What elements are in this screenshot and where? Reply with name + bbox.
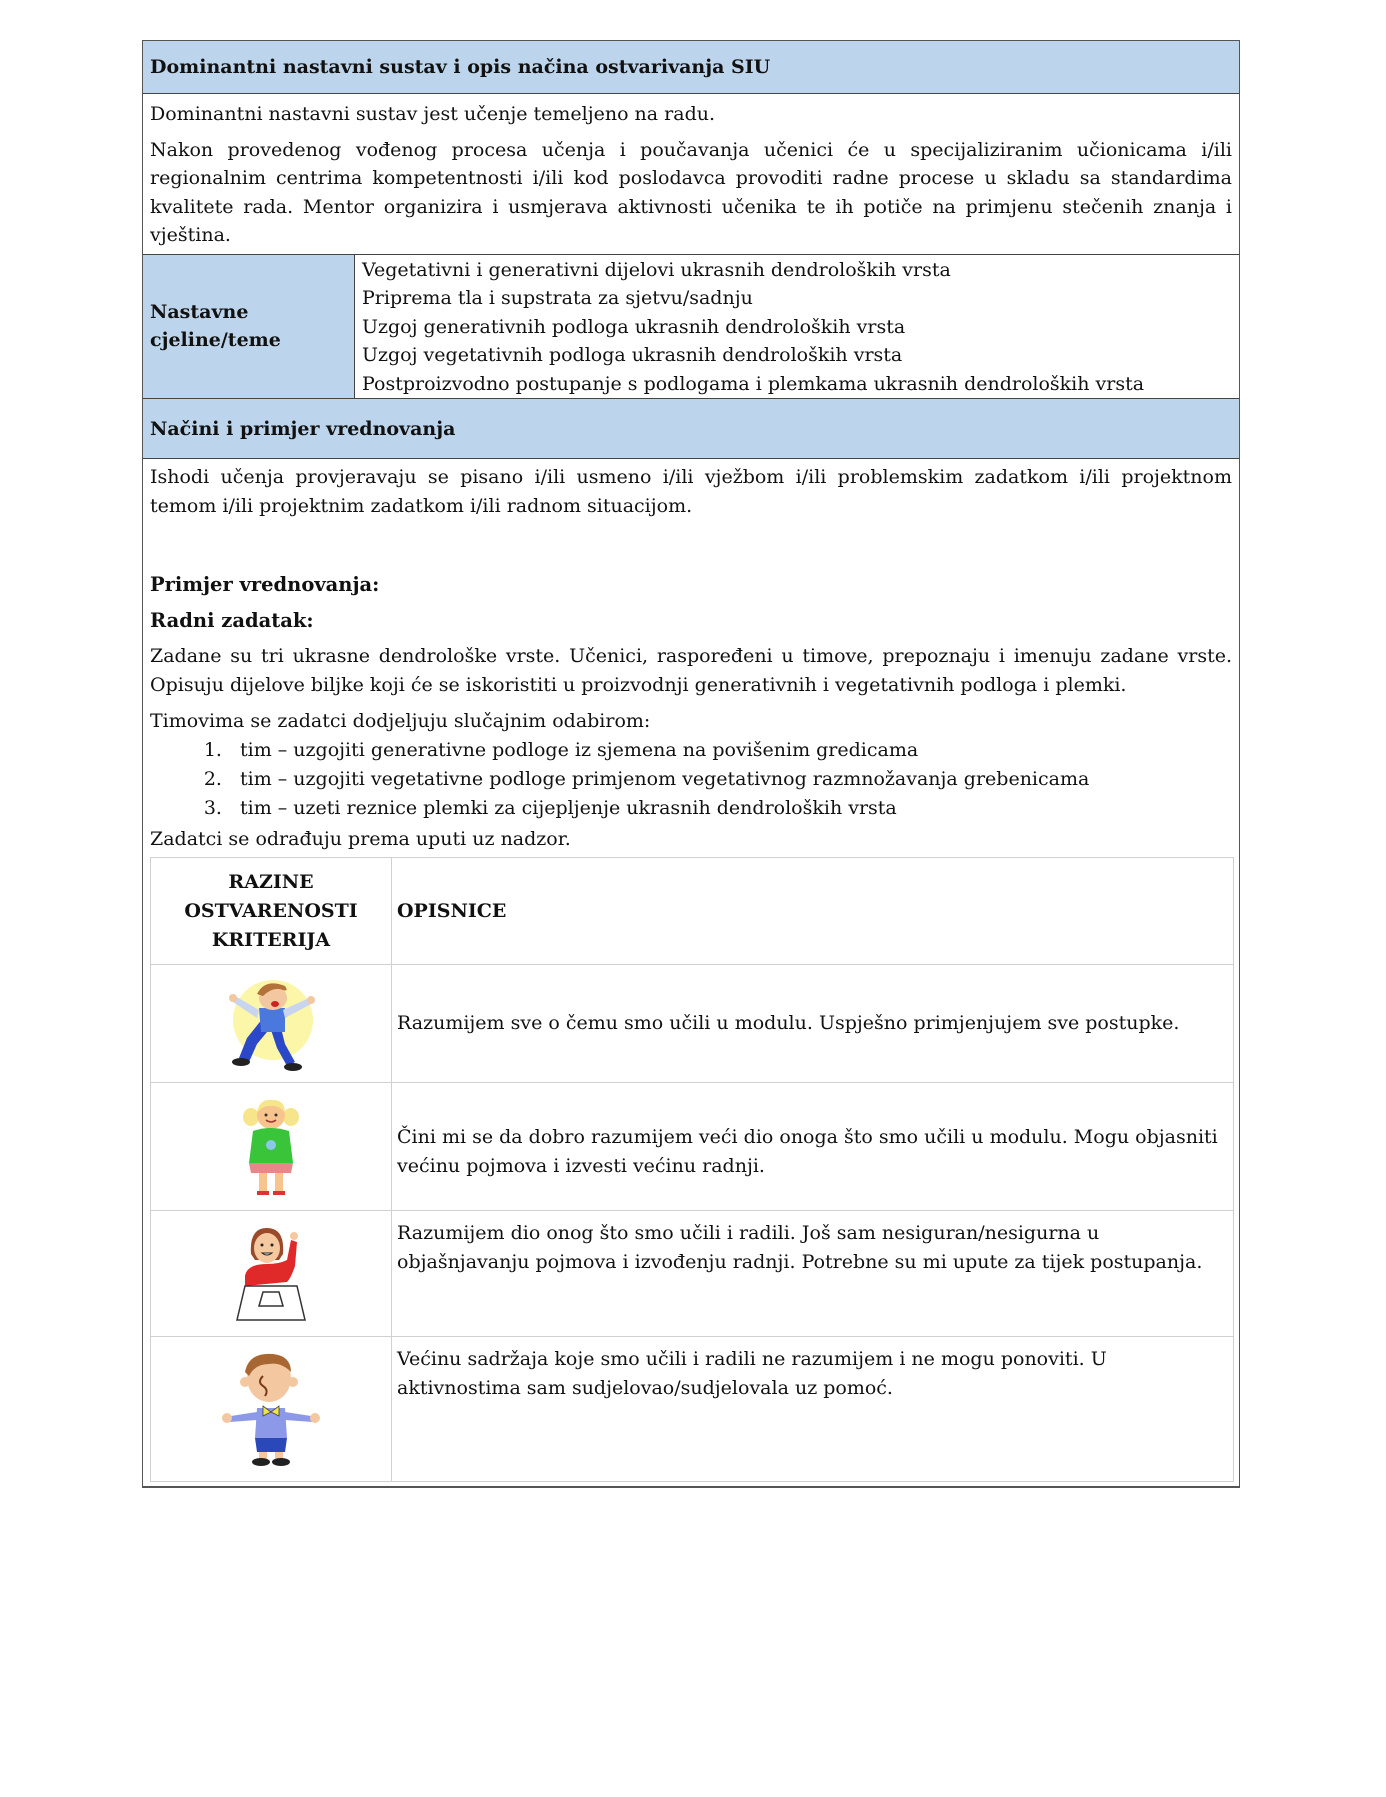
team-item: 3. tim – uzeti reznice plemki za cijepljenje ukrasnih dendroloških vrsta	[228, 794, 1232, 823]
rubric-row	[151, 1211, 1234, 1337]
evaluation-body	[143, 459, 1239, 1486]
descriptor-text: Čini mi se da dobro razumijem veći dio onoga što smo učili u modulu. Mogu objasniti većinu pojmova i izvesti većinu radnji.	[392, 1083, 1234, 1211]
descriptor-text: Razumijem sve o čemu smo učili u modulu. Uspješno primjenjujem sve postupke.	[392, 965, 1234, 1083]
rubric-row	[151, 1083, 1234, 1211]
topic-item: Uzgoj vegetativnih podloga ukrasnih dendroloških vrsta	[362, 344, 903, 367]
evaluation-intro: Ishodi učenja provjeravaju se pisano i/ili usmeno i/ili vježbom i/ili problemskim zadatkom i/ili projektnom temom i/ili projektnim zadatkom i/ili radnom situacijom.	[150, 466, 1232, 518]
topic-item: Uzgoj generativnih podloga ukrasnih dendroloških vrsta	[362, 315, 906, 338]
excited-boy-icon	[225, 974, 317, 1074]
teams-list	[150, 736, 1232, 822]
descriptor-text: Razumijem dio onog što smo učili i radili. Još sam nesiguran/nesigurna u objašnjavanju pojmova i izvođenju radnji. Potrebne su mi upute za tijek postupanja.	[392, 1211, 1234, 1337]
document-table	[142, 40, 1240, 1488]
section-header-evaluation	[143, 399, 1239, 459]
topic-item: Vegetativni i generativni dijelovi ukrasnih dendroloških vrsta	[362, 258, 951, 281]
task-heading: Radni zadatak:	[150, 609, 314, 633]
section-header-teaching-system	[143, 41, 1239, 94]
closing-note: Zadatci se odrađuju prema uputi uz nadzor.	[150, 828, 571, 851]
rubric-header-row	[151, 858, 1234, 965]
section-title: Načini i primjer vrednovanja	[150, 417, 456, 440]
rubric-table	[150, 857, 1234, 1482]
descriptor-text: Većinu sadržaja koje smo učili i radili ne razumijem i ne mogu ponoviti. U aktivnostima sam sudjelovao/sudjelovala uz pomoć.	[392, 1337, 1234, 1482]
rubric-row	[151, 965, 1234, 1083]
descriptors-header: OPISNICE	[392, 858, 1234, 965]
topic-item: Postproizvodno postupanje s podlogama i plemkama ukrasnih dendroloških vrsta	[362, 372, 1145, 395]
topics-row	[143, 254, 1239, 400]
task-description: Zadane su tri ukrasne dendrološke vrste. Učenici, raspoređeni u timove, prepoznaju i imenuju zadane vrste. Opisuju dijelove biljke koji će se iskoristiti u proizvodnji generativnih i vegetativnih podloga i plemki.	[150, 645, 1232, 697]
levels-header: RAZINE OSTVARENOSTI KRITERIJA	[151, 858, 392, 965]
girl-raising-hand-icon	[235, 1224, 307, 1324]
teams-intro: Timovima se zadatci dodjeljuju slučajnim odabirom:	[150, 710, 651, 733]
teaching-system-description	[143, 94, 1239, 254]
confused-boy-icon	[221, 1350, 321, 1468]
section-title: Dominantni nastavni sustav i opis načina ostvarivanja SIU	[150, 56, 771, 78]
topics-label: Nastavne cjeline/teme	[143, 255, 355, 399]
team-item: 2. tim – uzgojiti vegetativne podloge primjenom vegetativnog razmnožavanja grebenicama	[228, 765, 1232, 794]
smiling-girl-icon	[239, 1097, 303, 1197]
topics-list	[355, 255, 1239, 399]
topic-item: Priprema tla i supstrata za sjetvu/sadnju	[362, 287, 753, 310]
paragraph: Dominantni nastavni sustav jest učenje temeljeno na radu.	[150, 103, 716, 125]
team-item: 1. tim – uzgojiti generativne podloge iz sjemena na povišenim gredicama	[228, 736, 1232, 765]
paragraph: Nakon provedenog vođenog procesa učenja i poučavanja učenici će u specijaliziranim učionicama i/ili regionalnim centrima kompetentnosti i/ili kod poslodavca provoditi radne procese u skladu sa standardima kvalitete rada. Mentor organizira i usmjerava aktivnosti učenika te ih potiče na primjenu stečenih znanja i vještina.	[150, 138, 1232, 246]
example-heading: Primjer vrednovanja:	[150, 573, 380, 597]
rubric-row	[151, 1337, 1234, 1482]
